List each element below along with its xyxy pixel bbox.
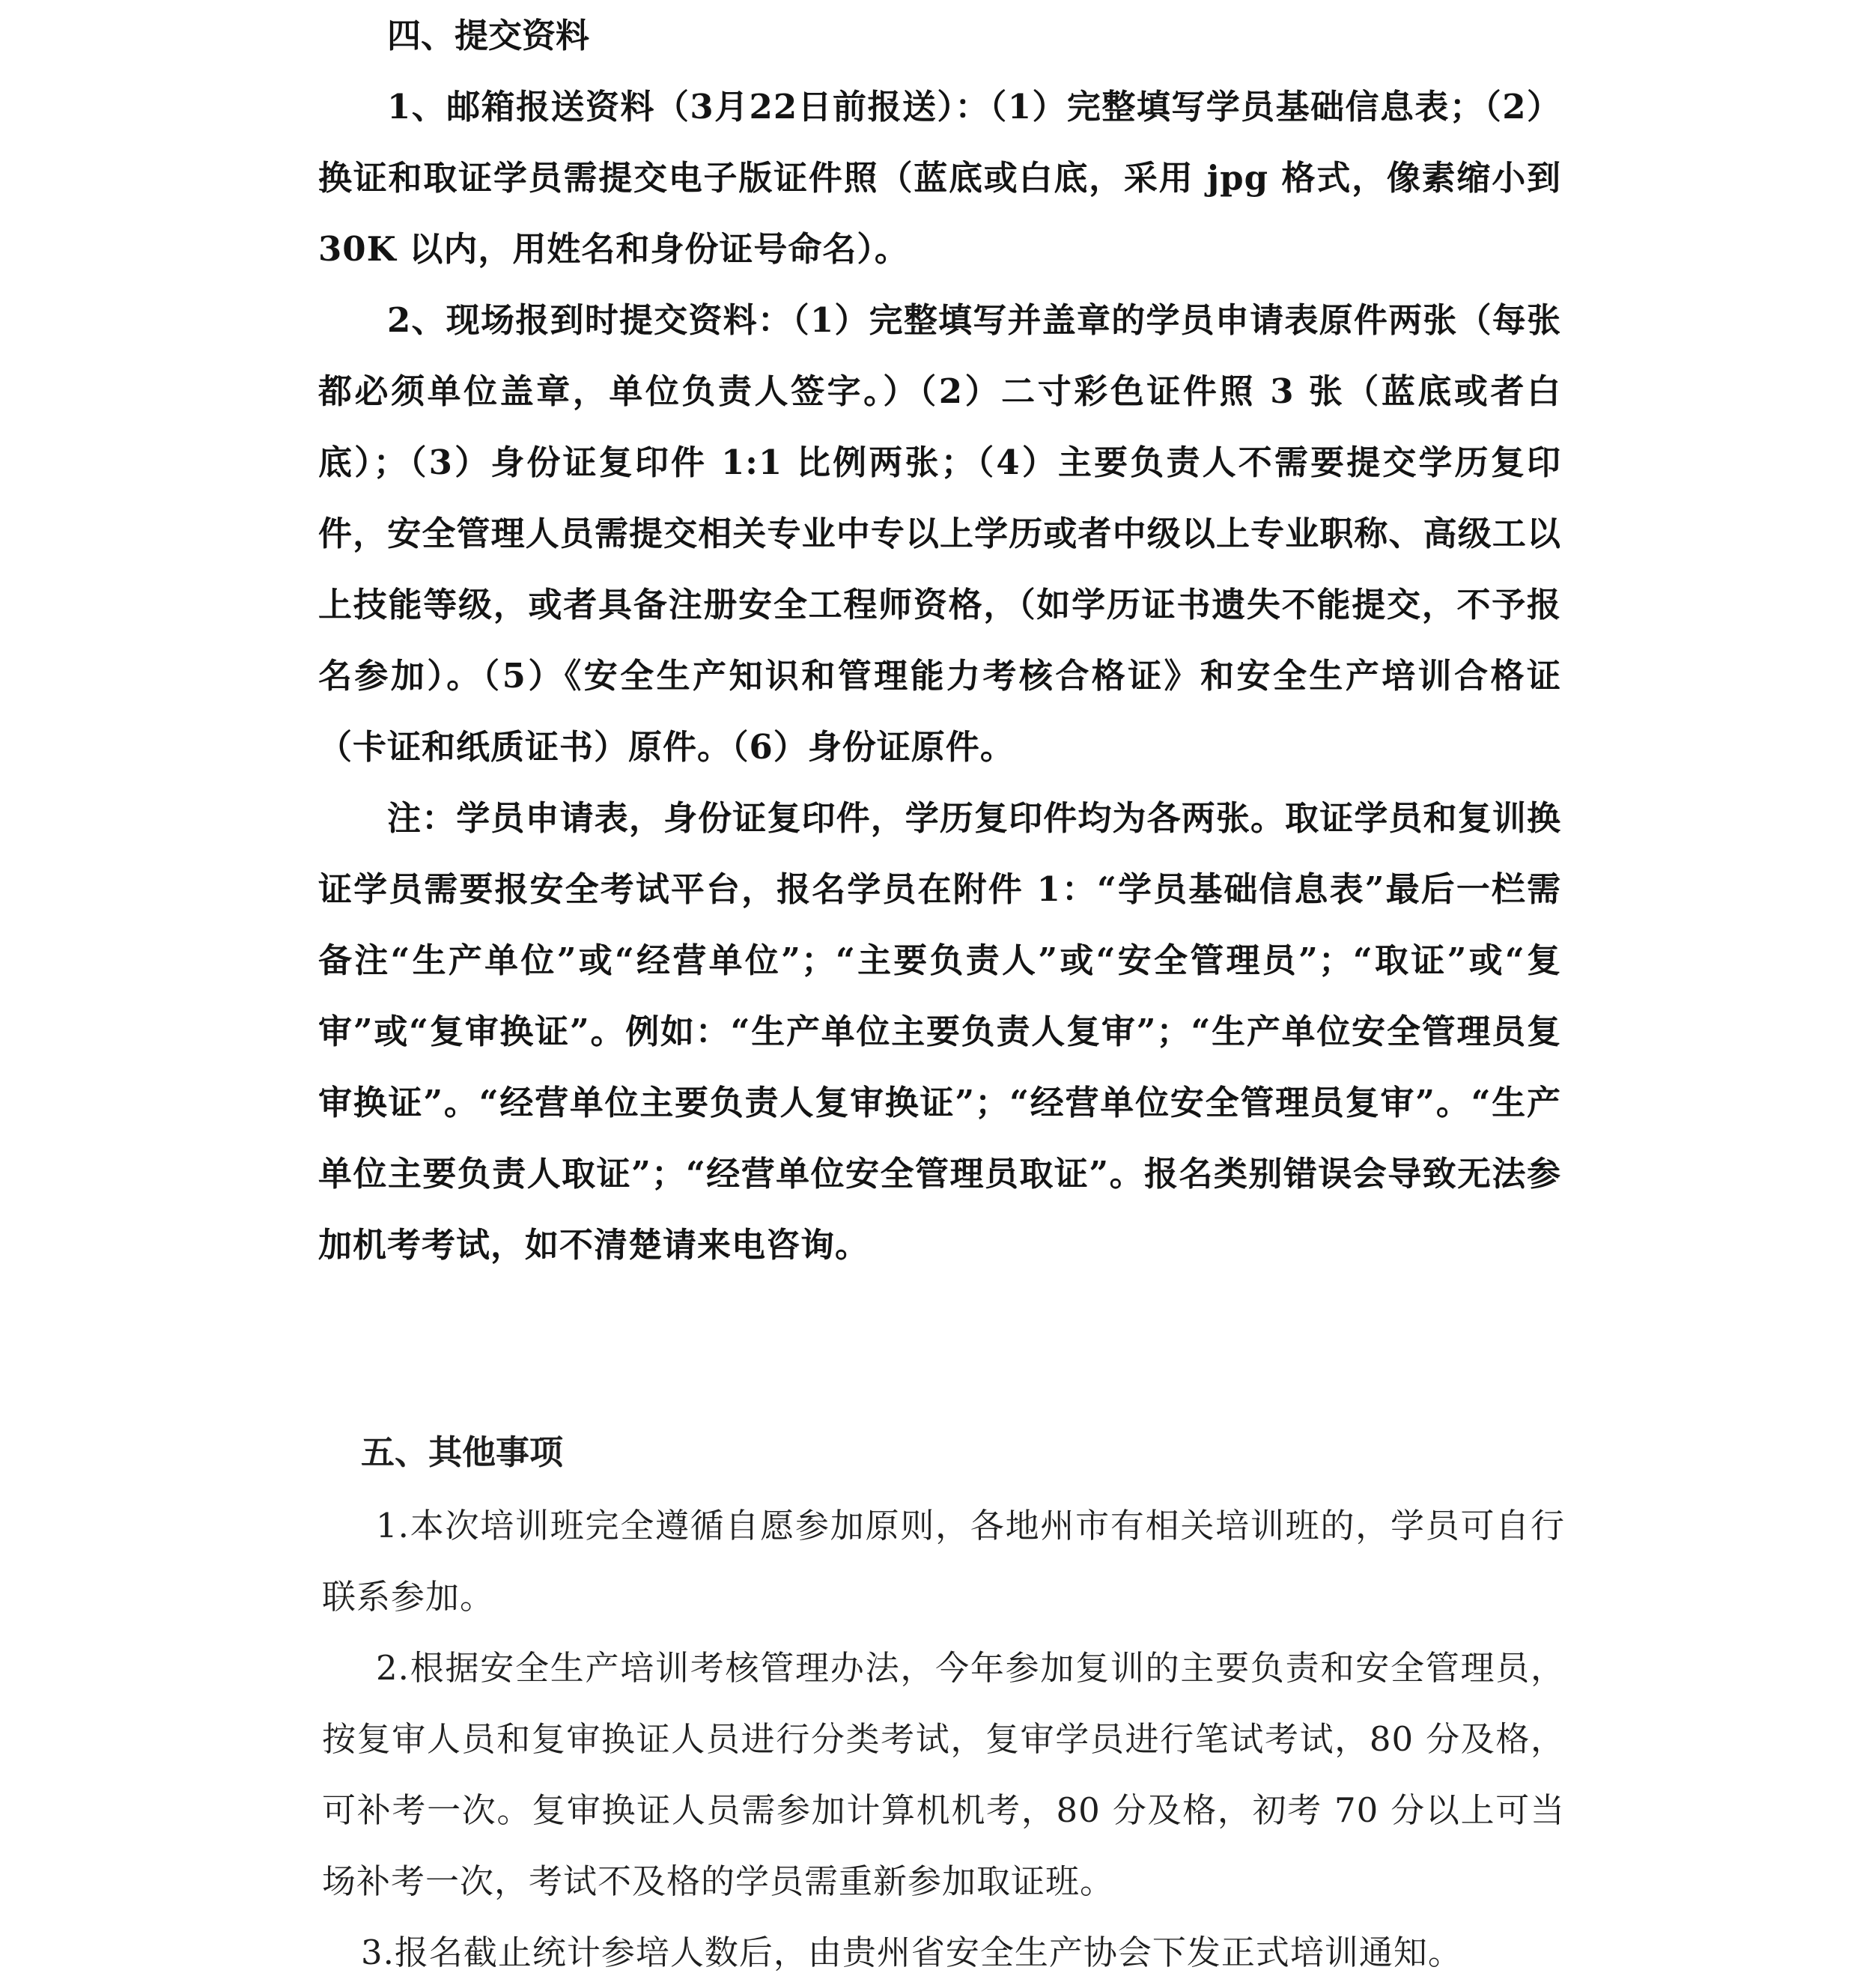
paragraph-item-1: 1.本次培训班完全遵循自愿参加原则，各地州市有相关培训班的，学员可自行联系参加。 <box>322 1506 1565 1617</box>
section-submit-materials <box>318 0 1561 1280</box>
paragraph-item-3: 3.报名截止统计参培人数后，由贵州省安全生产协会下发正式培训通知。 <box>361 1933 1462 1972</box>
section-other-matters <box>322 1415 1565 1988</box>
paragraph-onsite-submission: 2、现场报到时提交资料：（1）完整填写并盖章的学员申请表原件两张（每张都必须单位盖章，单位负责人签字。）（2）二寸彩色证件照 3 张（蓝底或者白底）；（3）身份证复印件 1:1 比例两张；（4）主要负责人不需要提交学历复印件，安全管理人员需提交相关专业中专以上学历或者中级以上专业职称、高级工以上技能等级，或者具备注册安全工程师资格，（如学历证书遗失不能提交，不予报名参加）。（5）《安全生产知识和管理能力考核合格证》和安全生产培训合格证（卡证和纸质证书）原件。（6）身份证原件。 <box>318 300 1561 767</box>
paragraph-email-submission: 1、邮箱报送资料（3月22日前报送）：（1）完整填写学员基础信息表；（2）换证和取证学员需提交电子版证件照（蓝底或白底，采用 jpg 格式，像素缩小到 30K 以内，用姓名和身份证号命名）。 <box>318 87 1561 269</box>
section-heading-other-matters: 五、其他事项 <box>361 1432 564 1472</box>
section-heading-submit-materials: 四、提交资料 <box>387 16 590 55</box>
paragraph-item-2: 2.根据安全生产培训考核管理办法，今年参加复训的主要负责和安全管理员，按复审人员和复审换证人员进行分类考试，复审学员进行笔试考试，80 分及格，可补考一次。复审换证人员需参加计算机机考，80 分及格，初考 70 分以上可当场补考一次，考试不及格的学员需重新参加取证班。 <box>322 1648 1565 1901</box>
paragraph-note: 注：学员申请表，身份证复印件，学历复印件均为各两张。取证学员和复训换证学员需要报安全考试平台，报名学员在附件 1：“学员基础信息表”最后一栏需备注“生产单位”或“经营单位”；“主要负责人”或“安全管理员”；“取证”或“复审”或“复审换证”。例如：“生产单位主要负责人复审”；“生产单位安全管理员复审换证”。“经营单位主要负责人复审换证”；“经营单位安全管理员复审”。“生产单位主要负责人取证”；“经营单位安全管理员取证”。报名类别错误会导致无法参加机考考试，如不清楚请来电咨询。 <box>318 798 1561 1265</box>
